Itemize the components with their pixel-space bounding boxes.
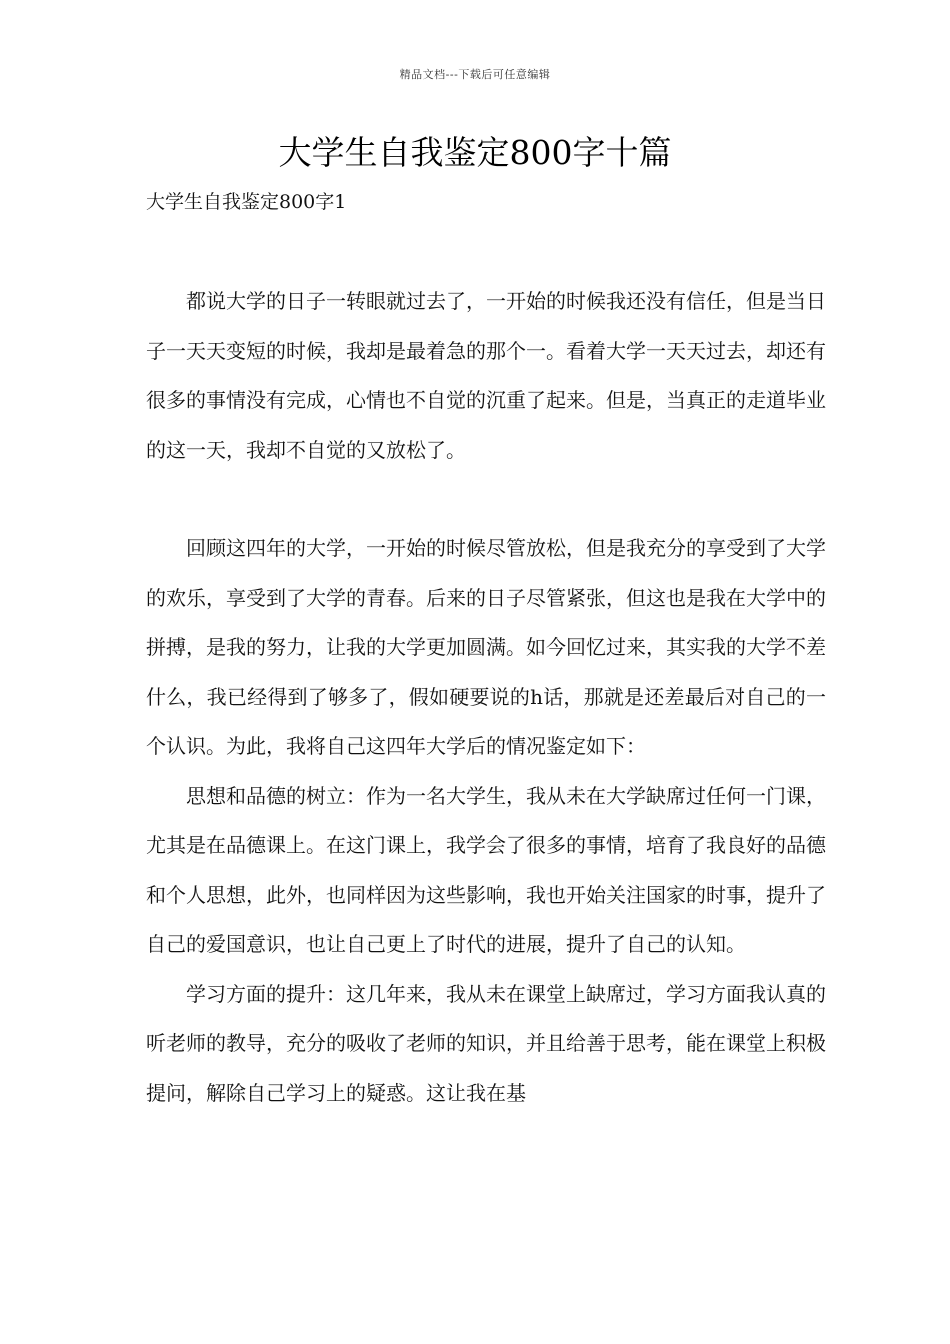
paragraph-1: 都说大学的日子一转眼就过去了，一开始的时候我还没有信任，但是当日子一天天变短的时候，我却是最着急的那个一。看着大学一天天过去，却还有很多的事情没有完成，心情也不自觉的沉重了起来。但是，当真正的走道毕业的这一天，我却不自觉的又放松了。 (146, 289, 826, 462)
document-title: 大学生自我鉴定800字十篇 (278, 133, 672, 172)
body-text-block-2 (146, 524, 826, 1118)
page-header: 精品文档---下载后可任意编辑 (399, 68, 551, 81)
section-subtitle: 大学生自我鉴定800字1 (146, 191, 347, 213)
body-text-block-1 (146, 277, 826, 475)
paragraph-2: 回顾这四年的大学，一开始的时候尽管放松，但是我充分的享受到了大学的欢乐，享受到了大学的青春。后来的日子尽管紧张，但这也是我在大学中的拼搏，是我的努力，让我的大学更加圆满。如今回忆过来，其实我的大学不差什么，我已经得到了够多了，假如硬要说的h话，那就是还差最后对自己的一个认识。为此，我将自己这四年大学后的情况鉴定如下： (146, 536, 826, 758)
paragraph-4: 学习方面的提升：这几年来，我从未在课堂上缺席过，学习方面我认真的听老师的教导，充分的吸收了老师的知识，并且给善于思考，能在课堂上积极提问，解除自己学习上的疑惑。这让我在基 (146, 981, 826, 1105)
paragraph-3: 思想和品德的树立：作为一名大学生，我从未在大学缺席过任何一门课，尤其是在品德课上。在这门课上，我学会了很多的事情，培育了我良好的品德和个人思想，此外，也同样因为这些影响，我也开始关注国家的时事，提升了自己的爱国意识，也让自己更上了时代的进展，提升了自己的认知。 (146, 783, 826, 956)
